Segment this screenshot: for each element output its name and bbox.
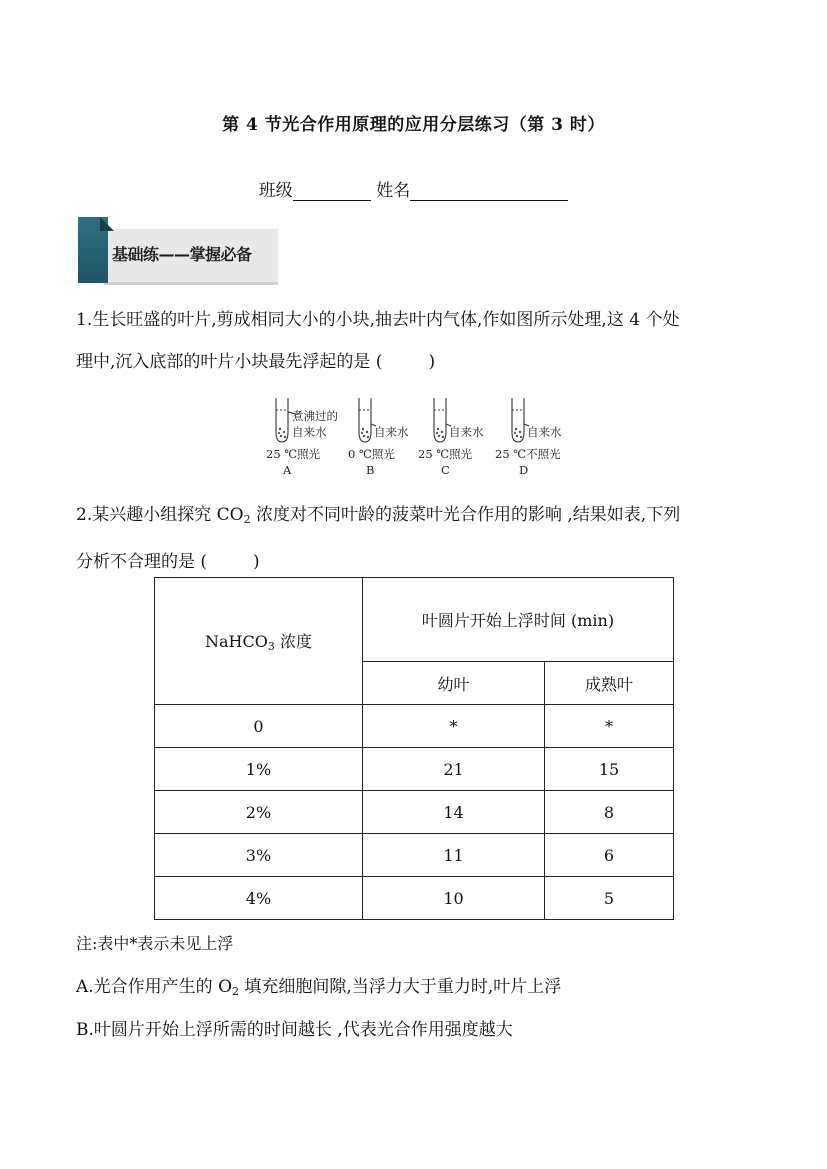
class-blank[interactable] — [293, 182, 371, 201]
table-cell-conc: 2% — [155, 791, 363, 834]
table-cell-conc: 1% — [155, 748, 363, 791]
tube-b-liquid: 自来水 — [374, 425, 409, 439]
question-2 — [76, 494, 756, 583]
table-cell-young: * — [363, 705, 545, 748]
question-2-line1: 2.某兴趣小组探究 $CO_2$ 浓度对不同叶龄的菠菜叶光合作用的影响 ,结果如表,下列 — [76, 505, 681, 526]
table-cell-mature: * — [545, 705, 674, 748]
question-1-line2: 理中,沉入底部的叶片小块最先浮起的是 ( ) — [76, 352, 436, 372]
tube-a-liquid: 煮沸过的 — [292, 409, 338, 423]
table-cell-conc: 3% — [155, 834, 363, 877]
table-group-header: 叶圆片开始上浮时间 (min) — [363, 578, 674, 662]
class-label: 班级 — [258, 181, 293, 201]
table-cell-mature: 15 — [545, 748, 674, 791]
question-1-line1: 1.生长旺盛的叶片,剪成相同大小的小块,抽去叶内气体,作如图所示处理,这 4 个处 — [76, 310, 680, 330]
table-row — [155, 748, 674, 791]
question-2-line2: 分析不合理的是 ( ) — [76, 552, 260, 572]
table-cell-conc: 4% — [155, 877, 363, 920]
table-note: 注:表中*表示未见上浮 — [76, 934, 234, 953]
table-row — [155, 834, 674, 877]
tube-a-letter: A — [283, 463, 292, 477]
name-blank[interactable] — [410, 182, 568, 201]
table-cell-young: 11 — [363, 834, 545, 877]
question-1 — [76, 299, 756, 383]
page-title: 第 4 节光合作用原理的应用分层练习（第 3 时） — [222, 115, 605, 135]
table-cell-mature: 8 — [545, 791, 674, 834]
tube-b-condition: 0 ℃照光 — [348, 447, 395, 461]
table-row — [155, 791, 674, 834]
table-col-young: 幼叶 — [363, 662, 545, 705]
tube-a-condition: 25 ℃照光 — [266, 447, 321, 461]
table-cell-young: 21 — [363, 748, 545, 791]
tube-c-letter: C — [441, 463, 450, 477]
test-tube-figure — [262, 396, 572, 482]
table-row-header: NaHCO$_3$ 浓度 — [155, 578, 363, 705]
table-cell-young: 10 — [363, 877, 545, 920]
tube-d-liquid: 自来水 — [527, 425, 562, 439]
table-row — [155, 705, 674, 748]
tube-d-condition: 25 ℃不照光 — [495, 447, 561, 461]
tube-a-liquid-2: 自来水 — [292, 425, 327, 439]
table-cell-conc: 0 — [155, 705, 363, 748]
results-table — [154, 577, 674, 920]
tube-d-letter: D — [519, 463, 529, 477]
section-banner — [78, 217, 278, 285]
table-row — [155, 877, 674, 920]
name-label: 姓名 — [376, 181, 411, 201]
table-cell-mature: 6 — [545, 834, 674, 877]
option-a[interactable]: A.光合作用产生的 $O_2$ 填充细胞间隙,当浮力大于重力时,叶片上浮 — [76, 977, 562, 998]
table-col-mature: 成熟叶 — [545, 662, 674, 705]
tube-b-letter: B — [366, 463, 375, 477]
tube-c-condition: 25 ℃照光 — [418, 447, 473, 461]
banner-text: 基础练——掌握必备 — [112, 245, 252, 264]
class-name-line — [0, 176, 827, 201]
tube-c-liquid: 自来水 — [449, 425, 484, 439]
option-b[interactable]: B.叶圆片开始上浮所需的时间越长 ,代表光合作用强度越大 — [76, 1020, 513, 1040]
table-cell-young: 14 — [363, 791, 545, 834]
table-cell-mature: 5 — [545, 877, 674, 920]
